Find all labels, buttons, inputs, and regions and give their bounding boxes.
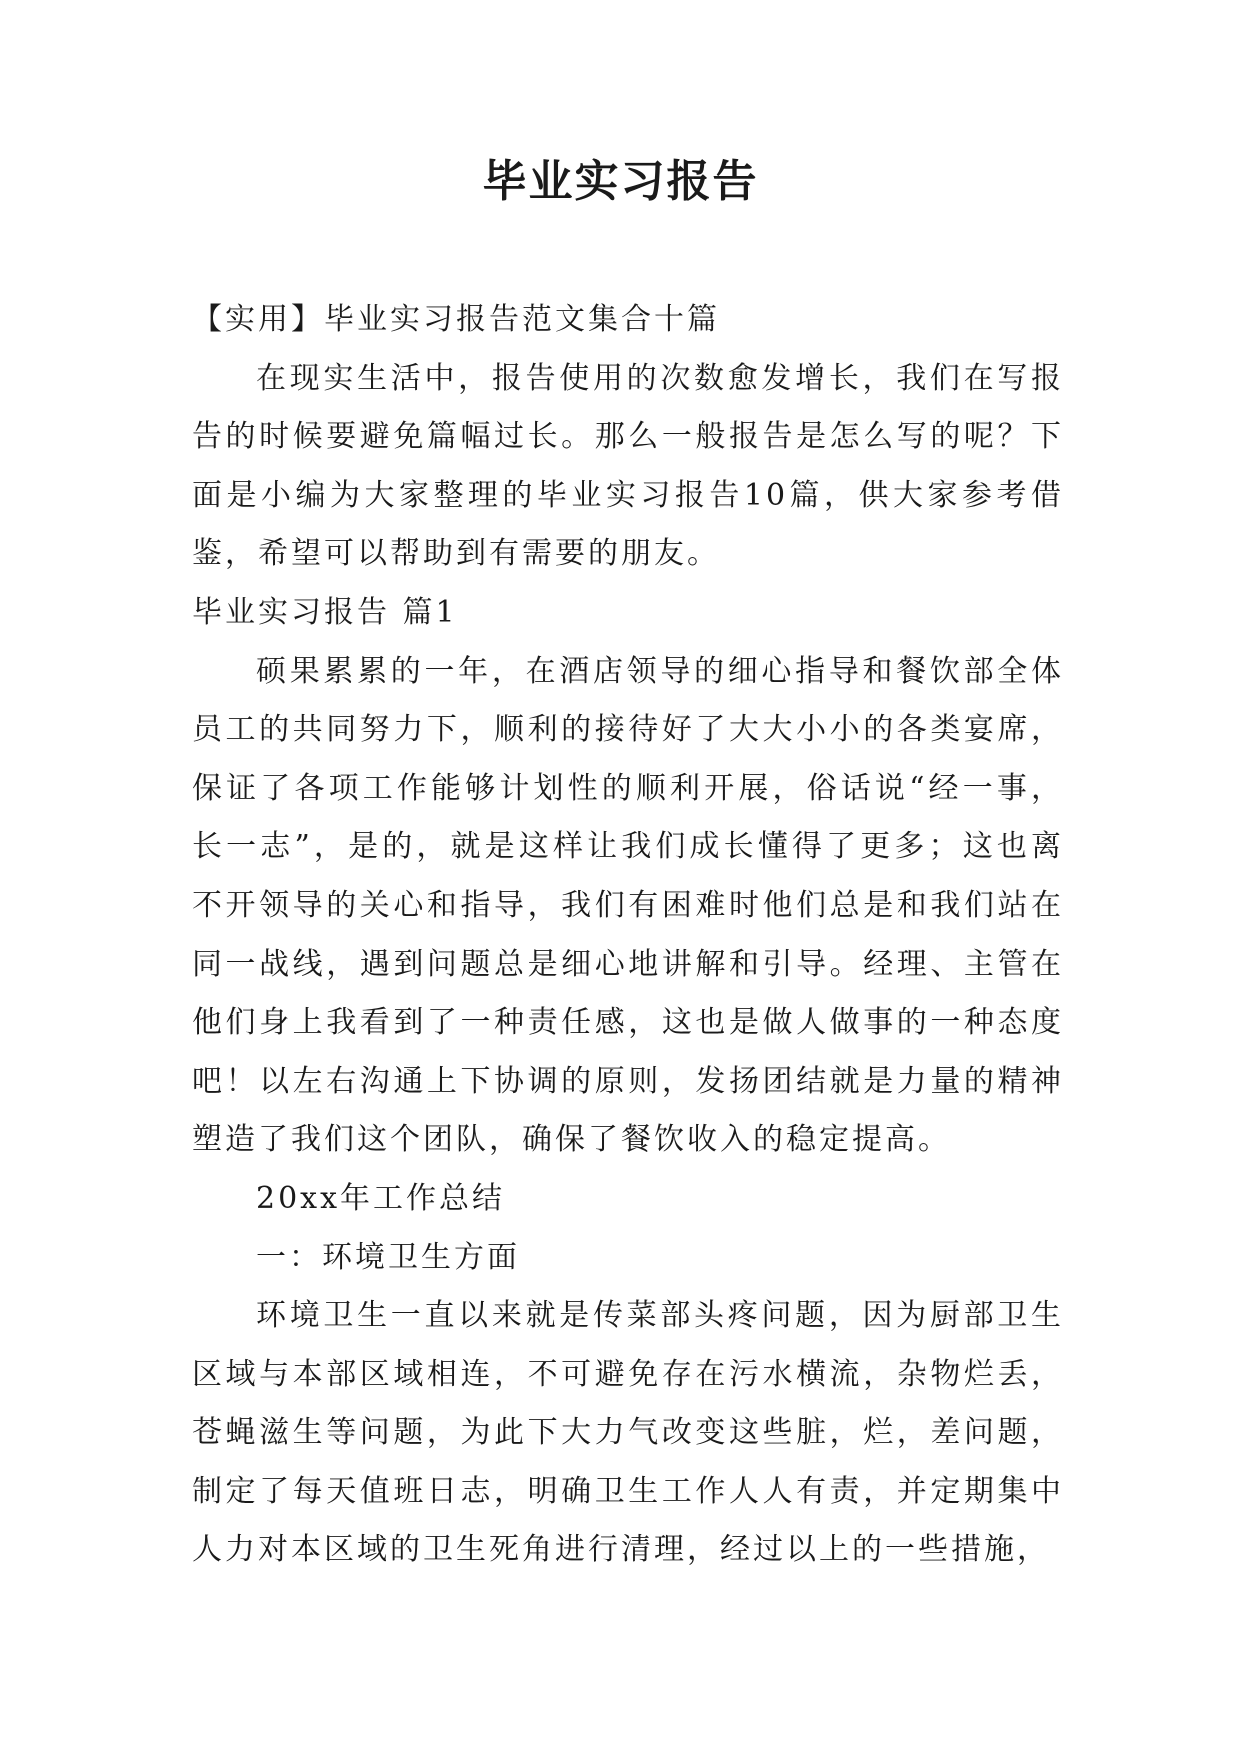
paragraph-year-summary: 20xx年工作总结	[256, 1180, 506, 1216]
paragraph-body: 环境卫生一直以来就是传菜部头疼问题，因为厨部卫生区域与本部区域相连，不可避免存在污水横流，杂物烂丢，苍蝇滋生等问题，为此下大力气改变这些脏，烂，差问题，制定了每天值班日志，明确卫生工作人人有责，并定期集中人力对本区域的卫生死角进行清理，经过以上的一些措施，	[192, 1298, 1064, 1568]
paragraph-body: 硕果累累的一年，在酒店领导的细心指导和餐饮部全体员工的共同努力下，顺利的接待好了大大小小的各类宴席，保证了各项工作能够计划性的顺利开展，俗话说“经一事，长一志”，是的，就是这样让我们成长懂得了更多；这也离不开领导的关心和指导，我们有困难时他们总是和我们站在同一战线，遇到问题总是细心地讲解和引导。经理、主管在他们身上我看到了一种责任感，这也是做人做事的一种态度吧！以左右沟通上下协调的原则，发扬团结就是力量的精神塑造了我们这个团队，确保了餐饮收入的稳定提高。	[192, 653, 1064, 1158]
paragraph-intro: 在现实生活中，报告使用的次数愈发增长，我们在写报告的时候要避免篇幅过长。那么一般报告是怎么写的呢？下面是小编为大家整理的毕业实习报告10篇，供大家参考借鉴，希望可以帮助到有需要的朋友。	[192, 360, 1064, 572]
paragraph-subtitle: 【实用】毕业实习报告范文集合十篇	[192, 302, 720, 337]
paragraph-subheading: 一：环境卫生方面	[256, 1239, 520, 1275]
document-body	[192, 291, 1064, 1580]
document-title: 毕业实习报告	[482, 156, 759, 207]
section-heading: 毕业实习报告 篇1	[192, 594, 458, 630]
